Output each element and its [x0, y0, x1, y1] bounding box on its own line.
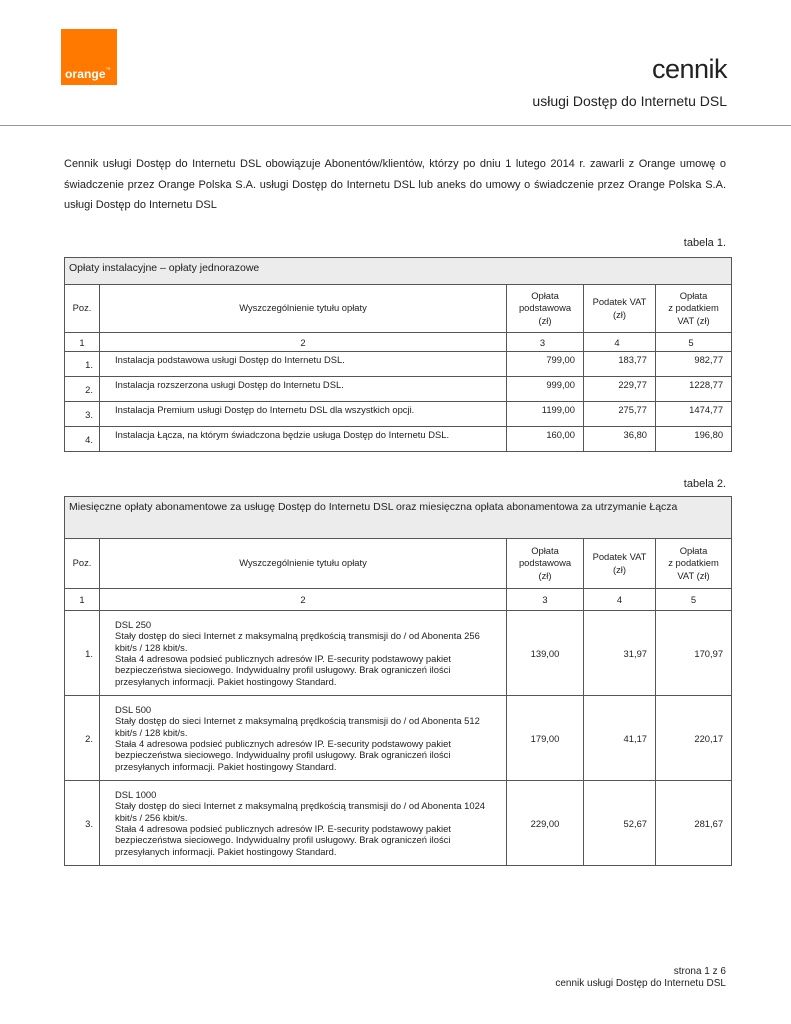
row-poz: 3.: [65, 781, 100, 866]
orange-logo: [61, 29, 117, 85]
row-base: 999,00: [507, 377, 584, 402]
table-row: [65, 611, 732, 696]
header-divider: [0, 125, 791, 126]
row-desc: Instalacja Premium usługi Dostęp do Internetu DSL dla wszystkich opcji.: [100, 402, 507, 427]
table2-colnum: 1: [65, 589, 100, 611]
row-gross: 982,77: [656, 352, 732, 377]
row-desc: DSL 500 Stały dostęp do sieci Internet z maksymalną prędkością transmisji do / od Abonenta 512 kbit/s / 128 kbit/s. Stała 4 adresowa podsieć publicznych adresów IP. E-security podstawowy pakiet bezpieczeństwa sieciowego. Indywidualny profil usługowy. Brak ograniczeń ilości przesyłanych informacji. Pakiet hostingowy Standard.: [100, 696, 507, 781]
page-footer: [555, 966, 726, 990]
row-gross: 196,80: [656, 427, 732, 452]
row-desc: Instalacja podstawowa usługi Dostęp do Internetu DSL.: [100, 352, 507, 377]
intro-paragraph: Cennik usługi Dostęp do Internetu DSL obowiązuje Abonentów/klientów, którzy po dniu 1 lutego 2014 r. zawarli z Orange umowę o świadczenie przez Orange Polska S.A. usługi Dostęp do Internetu DSL lub aneks do umowy o świadczenie przez Orange Polska S.A. usługi Dostęp do Internetu DSL: [64, 158, 726, 211]
row-gross: 1228,77: [656, 377, 732, 402]
table1: [64, 257, 732, 452]
row-base: 799,00: [507, 352, 584, 377]
row-vat: 41,17: [584, 696, 656, 781]
row-vat: 36,80: [584, 427, 656, 452]
table1-header-poz: Poz.: [65, 285, 100, 333]
table-row: [65, 377, 732, 402]
table1-colnum: 2: [100, 333, 507, 352]
row-desc: DSL 250 Stały dostęp do sieci Internet z maksymalną prędkością transmisji do / od Abonenta 256 kbit/s / 128 kbit/s. Stała 4 adresowa podsieć publicznych adresów IP. E-security podstawowy pakiet bezpieczeństwa sieciowego. Indywidualny profil usługowy. Brak ograniczeń ilości przesyłanych informacji. Pakiet hostingowy Standard.: [100, 611, 507, 696]
row-vat: 229,77: [584, 377, 656, 402]
table2-colnum: 2: [100, 589, 507, 611]
table2: [64, 496, 732, 866]
table2-header-gross: Opłata z podatkiem VAT (zł): [656, 539, 732, 589]
table1-header-base: Opłata podstawowa (zł): [507, 285, 584, 333]
row-desc: DSL 1000 Stały dostęp do sieci Internet z maksymalną prędkością transmisji do / od Abonenta 1024 kbit/s / 256 kbit/s. Stała 4 adresowa podsieć publicznych adresów IP. E-security podstawowy pakiet bezpieczeństwa sieciowego. Indywidualny profil usługowy. Brak ograniczeń ilości przesyłanych informacji. Pakiet hostingowy Standard.: [100, 781, 507, 866]
page-subtitle: usługi Dostęp do Internetu DSL: [532, 93, 727, 109]
table1-colnum: 4: [584, 333, 656, 352]
table-row: [65, 427, 732, 452]
row-base: 160,00: [507, 427, 584, 452]
table2-header-poz: Poz.: [65, 539, 100, 589]
page-title: cennik: [651, 54, 727, 84]
table1-label: tabela 1.: [683, 237, 726, 249]
table1-colnum: 3: [507, 333, 584, 352]
row-desc: Instalacja rozszerzona usługi Dostęp do Internetu DSL.: [100, 377, 507, 402]
table2-caption: Miesięczne opłaty abonamentowe za usługę Dostęp do Internetu DSL oraz miesięczna opłata abonamentowa za utrzymanie Łącza: [65, 497, 732, 539]
row-gross: 1474,77: [656, 402, 732, 427]
row-base: 179,00: [507, 696, 584, 781]
row-poz: 1.: [65, 352, 100, 377]
footer-doc-title: cennik usługi Dostęp do Internetu DSL: [555, 978, 726, 989]
row-gross: 220,17: [656, 696, 732, 781]
row-poz: 2.: [65, 377, 100, 402]
table2-header-base: Opłata podstawowa (zł): [507, 539, 584, 589]
row-vat: 52,67: [584, 781, 656, 866]
table1-header-vat: Podatek VAT (zł): [584, 285, 656, 333]
row-poz: 3.: [65, 402, 100, 427]
row-vat: 31,97: [584, 611, 656, 696]
row-gross: 170,97: [656, 611, 732, 696]
table2-header-desc: Wyszczególnienie tytułu opłaty: [100, 539, 507, 589]
table1-colnum: 5: [656, 333, 732, 352]
table-row: [65, 402, 732, 427]
table2-header-vat: Podatek VAT (zł): [584, 539, 656, 589]
row-base: 229,00: [507, 781, 584, 866]
row-gross: 281,67: [656, 781, 732, 866]
table2-colnum: 5: [656, 589, 732, 611]
row-poz: 1.: [65, 611, 100, 696]
row-base: 1199,00: [507, 402, 584, 427]
row-poz: 2.: [65, 696, 100, 781]
table-row: [65, 352, 732, 377]
table-row: [65, 696, 732, 781]
row-poz: 4.: [65, 427, 100, 452]
logo-text: orange™: [65, 67, 111, 81]
table-row: [65, 781, 732, 866]
table1-header-desc: Wyszczególnienie tytułu opłaty: [100, 285, 507, 333]
table1-colnum: 1: [65, 333, 100, 352]
table2-colnum: 3: [507, 589, 584, 611]
table2-label: tabela 2.: [683, 478, 726, 490]
footer-page-number: strona 1 z 6: [673, 966, 726, 977]
row-desc: Instalacja Łącza, na którym świadczona będzie usługa Dostęp do Internetu DSL.: [100, 427, 507, 452]
row-vat: 275,77: [584, 402, 656, 427]
table2-colnum: 4: [584, 589, 656, 611]
table1-caption: Opłaty instalacyjne – opłaty jednorazowe: [65, 258, 732, 285]
table1-header-gross: Opłata z podatkiem VAT (zł): [656, 285, 732, 333]
row-base: 139,00: [507, 611, 584, 696]
row-vat: 183,77: [584, 352, 656, 377]
